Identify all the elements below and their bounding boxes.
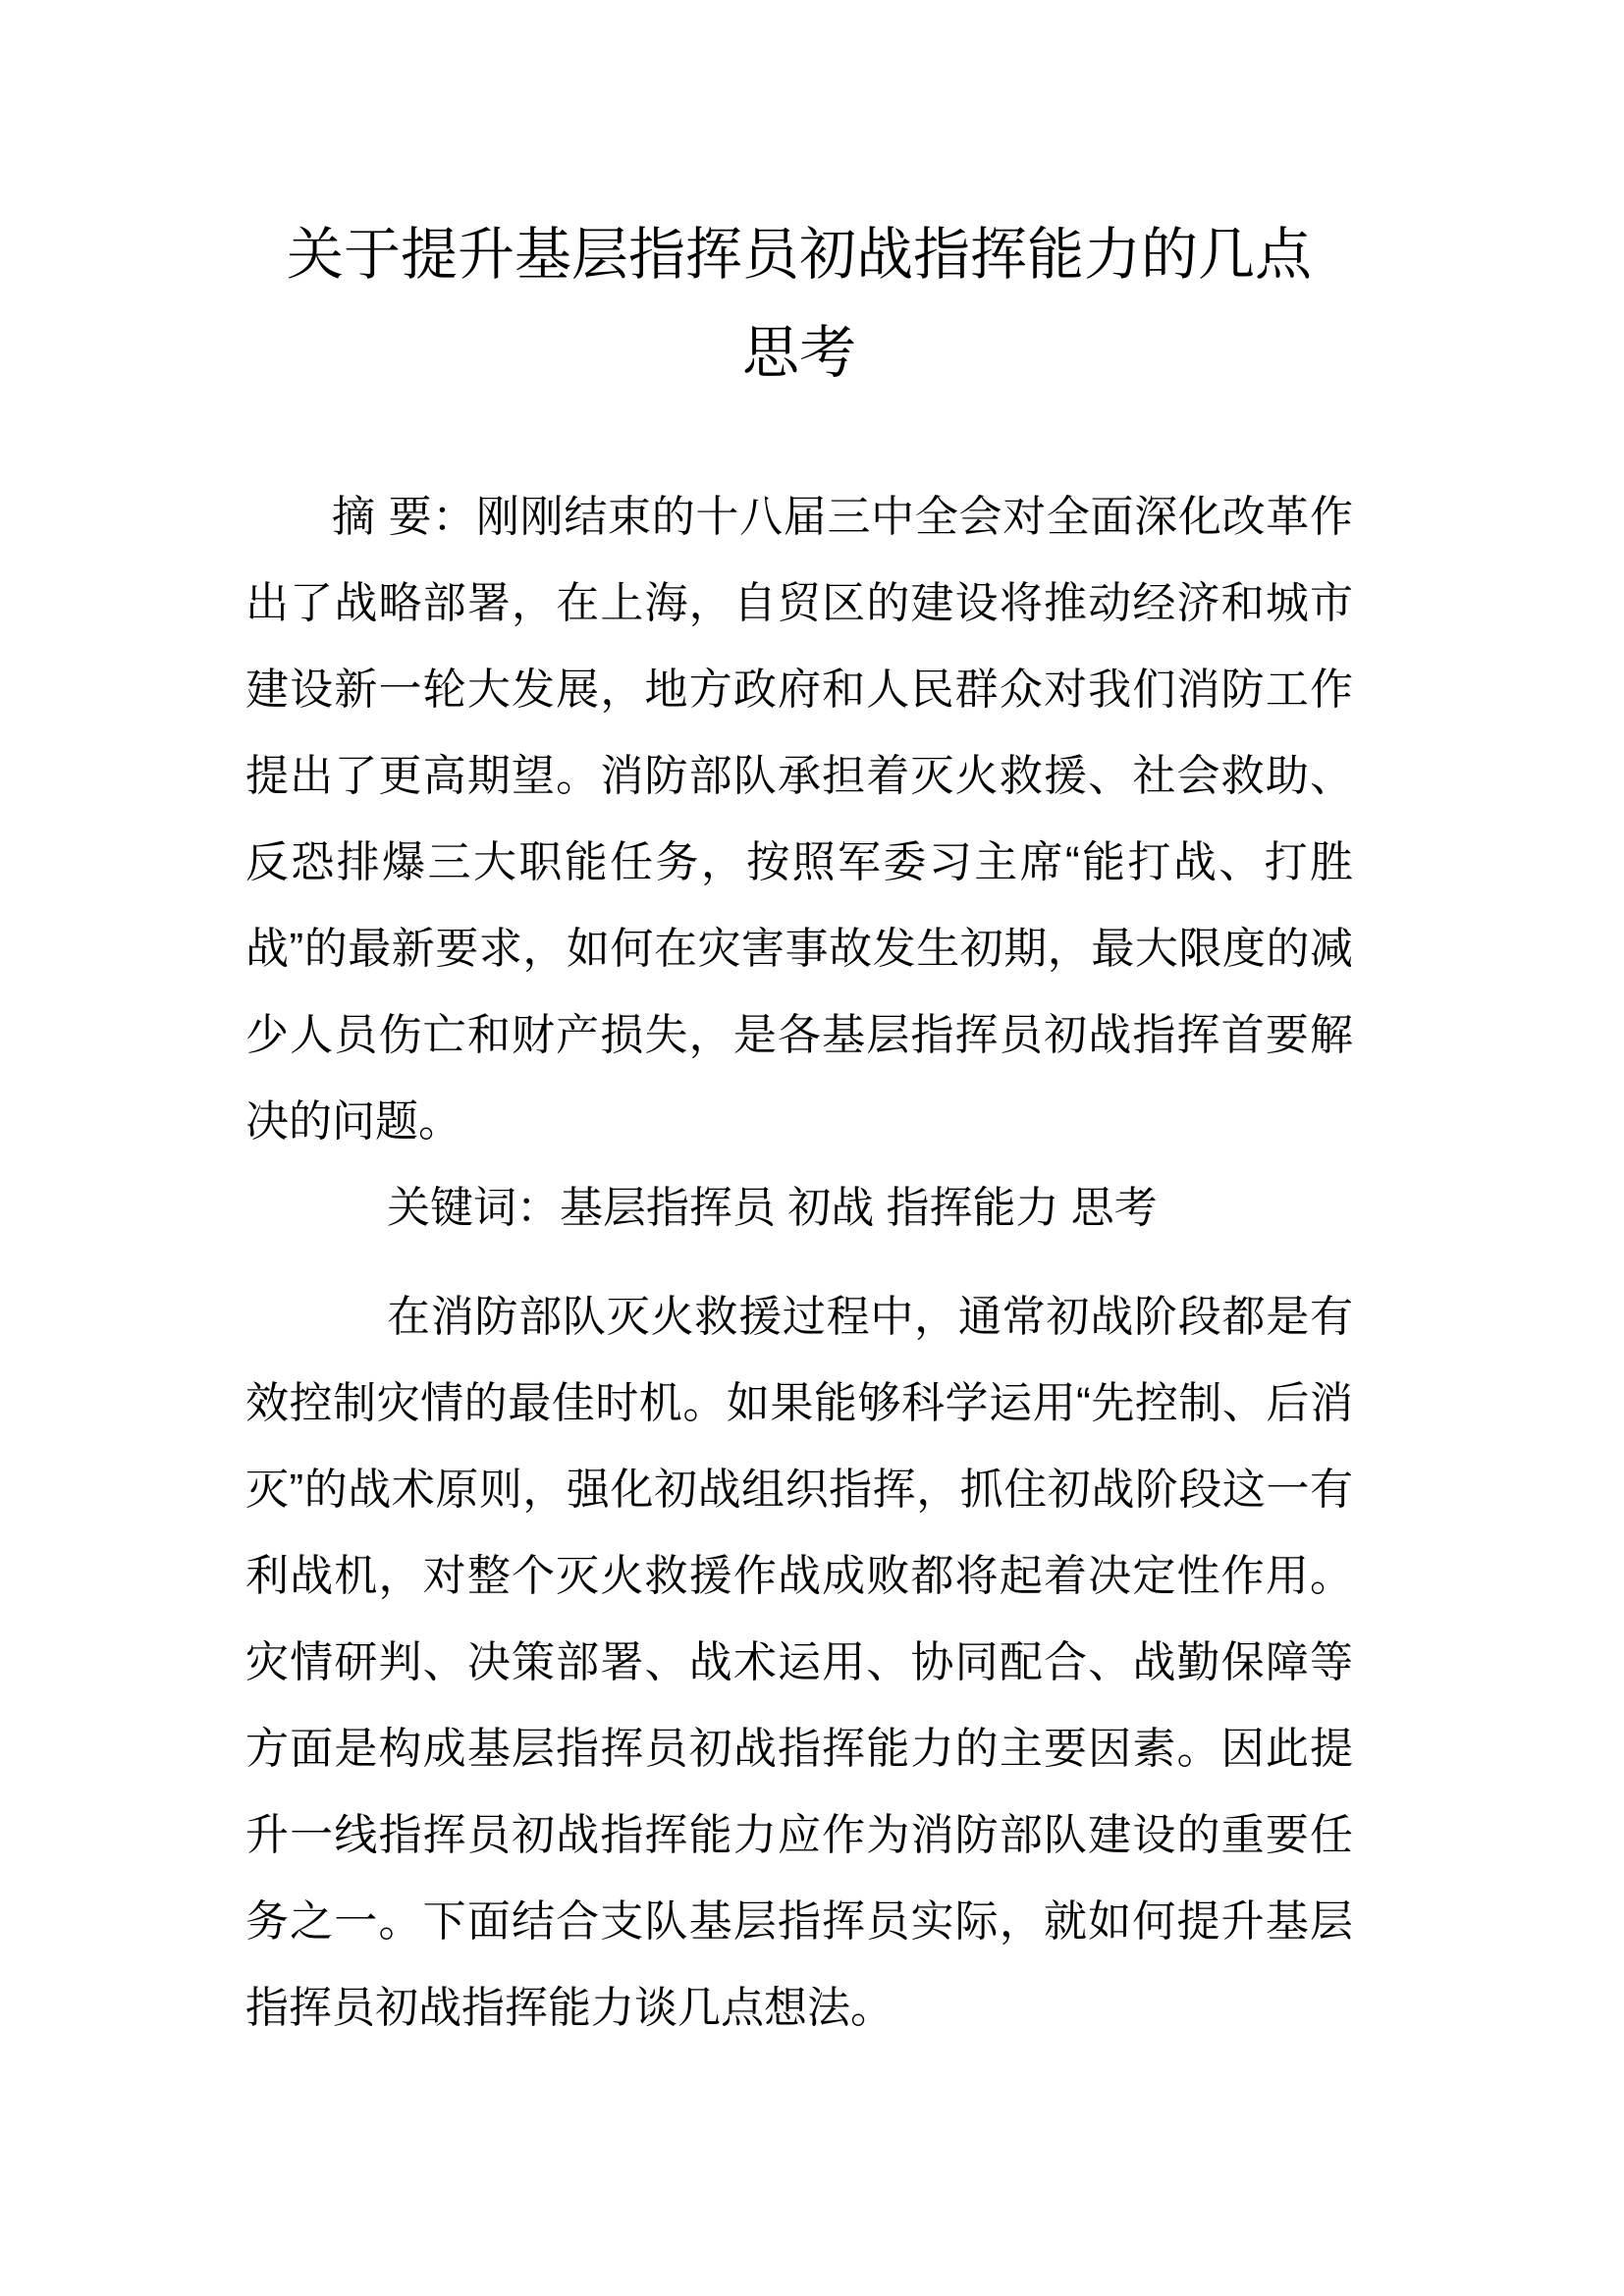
document-title: 关于提升基层指挥员初战指挥能力的几点思考: [286, 223, 1312, 385]
document-content: [245, 0, 1353, 2052]
keywords-line: 关键词：基层指挥员 初战 指挥能力 思考: [387, 1184, 1158, 1232]
abstract-paragraph: 摘 要：刚刚结束的十八届三中全会对全面深化改革作出了战略部署，在上海，自贸区的建设将推动经济和城市建设新一轮大发展，地方政府和人民群众对我们消防工作提出了更高期望。消防部队承担着灭火救援、社会救助、反恐排爆三大职能任务，按照军委习主席“能打战、打胜战”的最新要求，如何在灾害事故发生初期，最大限度的减少人员伤亡和财产损失，是各基层指挥员初战指挥首要解决的问题。: [245, 493, 1353, 1146]
body-paragraph: 在消防部队灭火救援过程中，通常初战阶段都是有效控制灾情的最佳时机。如果能够科学运用“先控制、后消灭”的战术原则，强化初战组织指挥，抓住初战阶段这一有利战机，对整个灭火救援作战成败都将起着决定性作用。灾情研判、决策部署、战术运用、协同配合、战勤保障等方面是构成基层指挥员初战指挥能力的主要因素。因此提升一线指挥员初战指挥能力应作为消防部队建设的重要任务之一。下面结合支队基层指挥员实际，就如何提升基层指挥员初战指挥能力谈几点想法。: [245, 1293, 1353, 2032]
